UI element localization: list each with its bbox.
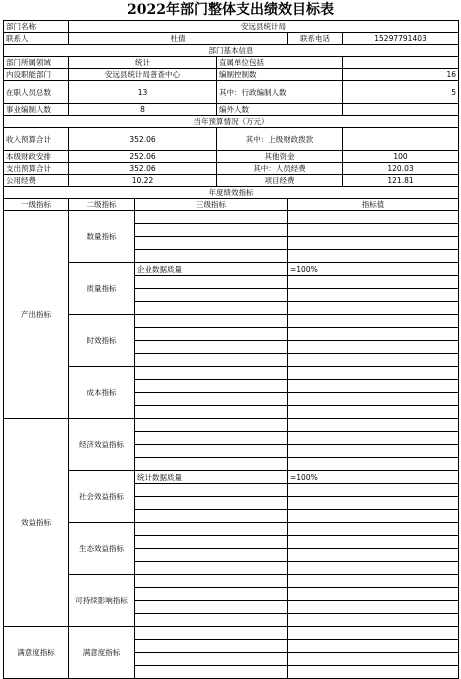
contact-label: 联系人 (4, 33, 69, 45)
public-label: 公用经费 (4, 175, 69, 187)
cost-indicator-label: 成本指标 (69, 367, 135, 419)
expense-value: 352.06 (69, 163, 217, 175)
office-row (4, 69, 459, 81)
phone-value: 15297791403 (343, 33, 459, 45)
eco-indicator-label: 生态效益指标 (69, 523, 135, 575)
admin-label: 其中：行政编制人数 (217, 81, 343, 104)
budget-section-header: 当年预算情况（万元） (4, 116, 459, 128)
quantity-indicator-label: 数量指标 (69, 211, 135, 263)
local-label: 本级财政安排 (4, 151, 69, 163)
header-value: 指标值 (288, 199, 459, 211)
local-row (4, 151, 459, 163)
benefit-indicator-label: 效益指标 (4, 419, 69, 627)
staff-label: 在职人员总数 (4, 81, 69, 104)
public-value: 10.22 (69, 175, 217, 187)
personnel-label: 其中：人员经费 (217, 163, 343, 175)
other-value: 100 (343, 151, 459, 163)
expense-row (4, 163, 459, 175)
sustain-indicator-label: 可持续影响指标 (69, 575, 135, 627)
quota-value: 16 (343, 69, 459, 81)
dept-row (4, 21, 459, 33)
upper-label: 其中：上级财政拨款 (217, 128, 343, 151)
performance-table (3, 20, 459, 679)
contact-name: 杜倩 (69, 33, 288, 45)
field-row (4, 57, 459, 69)
quality-item: 企业数据质量 (135, 263, 288, 276)
income-row (4, 128, 459, 151)
personnel-value: 120.03 (343, 163, 459, 175)
income-label: 收入预算合计 (4, 128, 69, 151)
staff-row (4, 81, 459, 104)
goals-header-row (4, 199, 459, 211)
career-row (4, 104, 459, 116)
extra-label: 编外人数 (217, 104, 343, 116)
local-value: 252.06 (69, 151, 217, 163)
header-level1: 一级指标 (4, 199, 69, 211)
affiliated-label: 直属单位包括 (217, 57, 343, 69)
economic-indicator-label: 经济效益指标 (69, 419, 135, 471)
satisfaction-sub-label: 满意度指标 (69, 627, 135, 679)
field-label: 部门所属领域 (4, 57, 69, 69)
project-value: 121.81 (343, 175, 459, 187)
income-value: 352.06 (69, 128, 217, 151)
output-indicator-label: 产出指标 (4, 211, 69, 419)
office-label: 内设职能部门 (4, 69, 69, 81)
upper-value (343, 128, 459, 151)
basic-section-header: 部门基本信息 (4, 45, 459, 57)
career-value: 8 (69, 104, 217, 116)
office-value: 安远县统计局普查中心 (69, 69, 217, 81)
extra-value (343, 104, 459, 116)
quota-label: 编制控制数 (217, 69, 343, 81)
goals-section-header: 年度绩效指标 (4, 187, 459, 199)
affiliated-value (343, 57, 459, 69)
staff-value: 13 (69, 81, 217, 104)
quality-value: =100% (288, 263, 459, 276)
social-item: 统计数据质量 (135, 471, 288, 484)
page-title: 2022年部门整体支出绩效目标表 (127, 2, 334, 18)
career-label: 事业编制人数 (4, 104, 69, 116)
dept-label: 部门名称 (4, 21, 69, 33)
social-value: =100% (288, 471, 459, 484)
expense-label: 支出预算合计 (4, 163, 69, 175)
header-level2: 二级指标 (69, 199, 135, 211)
phone-label: 联系电话 (288, 33, 343, 45)
admin-value: 5 (343, 81, 459, 104)
other-label: 其他资金 (217, 151, 343, 163)
timeliness-indicator-label: 时效指标 (69, 315, 135, 367)
field-value: 统计 (69, 57, 217, 69)
public-row (4, 175, 459, 187)
contact-row (4, 33, 459, 45)
dept-value: 安远县统计局 (69, 21, 459, 33)
quality-indicator-label: 质量指标 (69, 263, 135, 315)
header-level3: 三级指标 (135, 199, 288, 211)
social-indicator-label: 社会效益指标 (69, 471, 135, 523)
project-label: 项目经费 (217, 175, 343, 187)
satisfaction-indicator-label: 满意度指标 (4, 627, 69, 679)
